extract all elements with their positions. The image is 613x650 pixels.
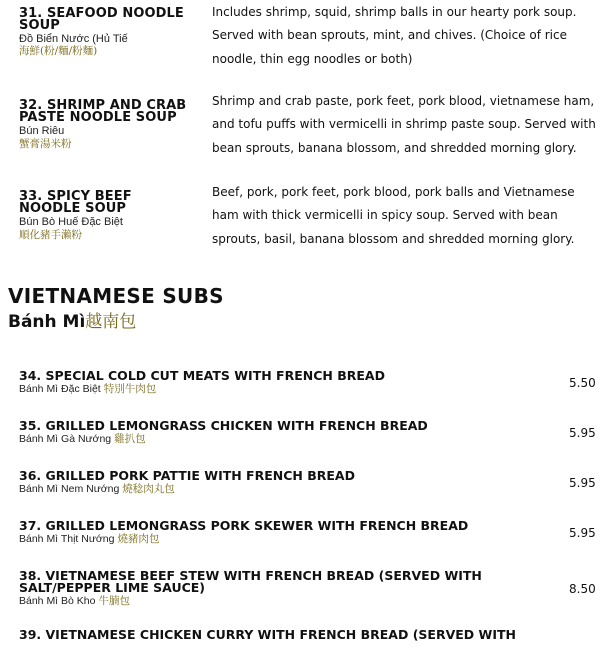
- item-vietnamese-text: Bánh Mì Thịt Nướng: [19, 533, 115, 545]
- item-vietnamese-name: [19, 433, 146, 445]
- item-title: 37. GRILLED LEMONGRASS PORK SKEWER WITH FRENCH BREAD: [19, 518, 469, 533]
- item-chinese-name: 特別牛肉包: [103, 383, 157, 395]
- item-price: 5.95: [569, 526, 596, 540]
- item-title: 33. SPICY BEEF NOODLE SOUP: [19, 189, 132, 216]
- section-subtitle-chinese: 越南包: [85, 312, 137, 332]
- item-chinese-name: 燒豬肉包: [117, 533, 160, 545]
- item-vietnamese-name: [19, 483, 175, 495]
- item-title: 34. SPECIAL COLD CUT MEATS WITH FRENCH BREAD: [19, 368, 385, 383]
- item-description: Beef, pork, pork feet, pork blood, pork balls and Vietnamese ham with thick vermicelli in spicy soup. Served with bean sprouts, basil, banana blossom and shredded morning glory.: [212, 185, 575, 246]
- item-title: 32. SHRIMP AND CRAB PASTE NOODLE SOUP: [19, 98, 187, 125]
- item-chinese-name: 蟹膏湯米粉: [19, 138, 72, 150]
- section-subtitle-vietnamese: Bánh Mì: [8, 312, 86, 332]
- item-price: 5.95: [569, 476, 596, 490]
- section-subtitle: [8, 311, 136, 333]
- item-vietnamese-name: [19, 533, 159, 545]
- item-title: 35. GRILLED LEMONGRASS CHICKEN WITH FRENCH BREAD: [19, 418, 428, 433]
- item-vietnamese-text: Bánh Mì Bò Kho: [19, 595, 96, 607]
- item-vietnamese-name: Bún Riêu: [19, 125, 65, 137]
- item-price: 8.50: [569, 582, 596, 596]
- item-vietnamese-name: Bún Bò Huế Đặc Biệt: [19, 216, 123, 228]
- item-description: Shrimp and crab paste, pork feet, pork blood, vietnamese ham, and tofu puffs with vermicelli in shrimp paste soup. Served with bean sprouts, banana blossom, and shredded morning glory.: [212, 94, 596, 155]
- item-title: 38. VIETNAMESE BEEF STEW WITH FRENCH BREAD (SERVED WITH SALT/PEPPER LIME SAUCE): [19, 568, 482, 595]
- item-vietnamese-text: Bánh Mì Nem Nướng: [19, 483, 120, 495]
- item-title: 31. SEAFOOD NOODLE SOUP: [19, 6, 184, 33]
- item-chinese-name: 順化豬手瀨粉: [19, 229, 82, 241]
- item-vietnamese-text: Bánh Mì Gà Nướng: [19, 433, 112, 445]
- item-price: 5.95: [569, 426, 596, 440]
- item-description: Includes shrimp, squid, shrimp balls in our hearty pork soup. Served with bean sprouts, mint, and chives. (Choice of rice noodle, thin egg noodles or both): [212, 5, 577, 66]
- item-chinese-name: 海鮮(粉/麵/粉麵): [19, 45, 98, 57]
- item-chinese-name: 雞扒包: [114, 433, 146, 445]
- item-title: 39. VIETNAMESE CHICKEN CURRY WITH FRENCH BREAD (SERVED WITH: [19, 627, 516, 642]
- item-chinese-name: 牛腩包: [98, 595, 130, 607]
- item-vietnamese-name: [19, 383, 156, 395]
- item-vietnamese-name: [19, 595, 130, 607]
- item-price: 5.50: [569, 376, 596, 390]
- item-title: 36. GRILLED PORK PATTIE WITH FRENCH BREAD: [19, 468, 355, 483]
- section-title: VIETNAMESE SUBS: [8, 284, 224, 308]
- item-chinese-name: 燒稔肉丸包: [122, 483, 175, 495]
- item-vietnamese-text: Bánh Mì Đặc Biệt: [19, 383, 101, 395]
- item-vietnamese-name: Đồ Biển Nước (Hủ Tiế: [19, 33, 128, 45]
